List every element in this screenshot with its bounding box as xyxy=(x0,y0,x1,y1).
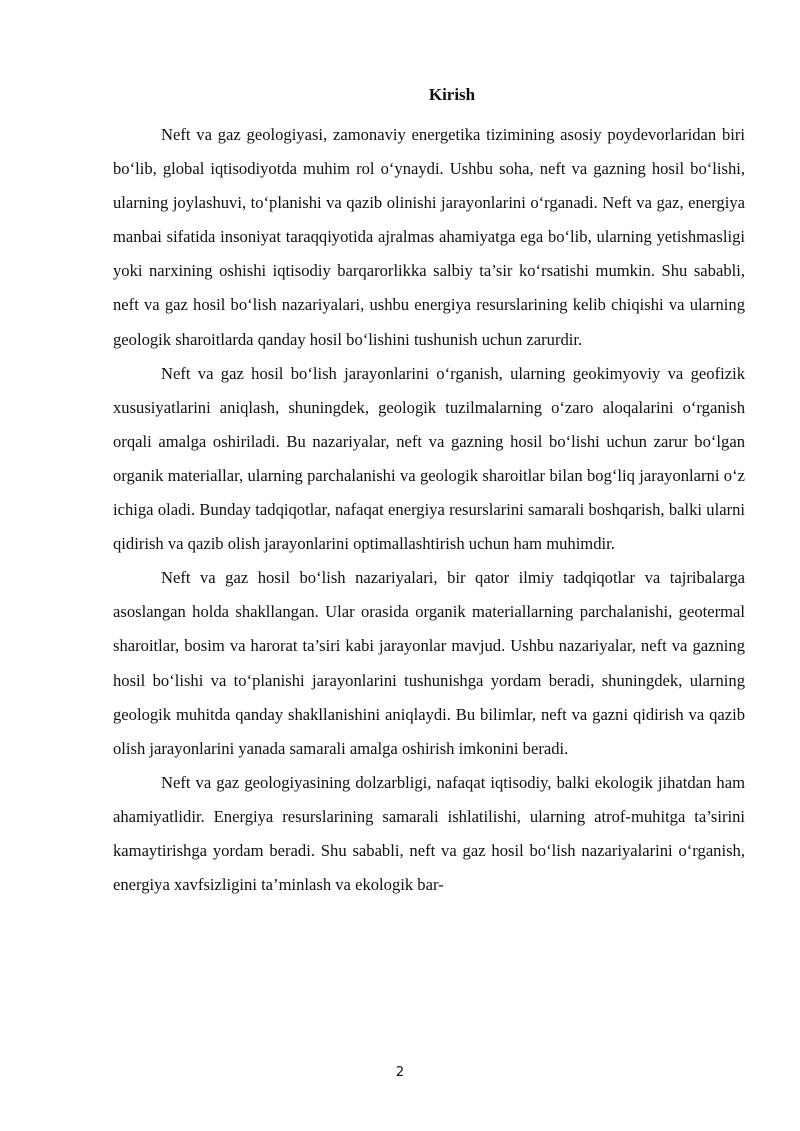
paragraph-3: Neft va gaz hosil bo‘lish nazariyalari, bir qator ilmiy tadqiqotlar va tajribalarga asoslangan holda shakllangan. Ular orasida organik materiallarning parchalanishi, geotermal sharoitlar, bosim va harorat ta’siri kabi jarayonlar mavjud. Ushbu nazariyalar, neft va gazning hosil bo‘lishi va to‘planishi jarayonlarini tushunishga yordam beradi, shuningdek, ularning geologik muhitda qanday shakllanishini aniqlaydi. Bu bilimlar, neft va gazni qidirish va qazib olish jarayonlarini yanada samarali amalga oshirish imkonini beradi. xyxy=(113,568,745,758)
paragraph-2: Neft va gaz hosil bo‘lish jarayonlarini o‘rganish, ularning geokimyoviy va geofizik xususiyatlarini aniqlash, shuningdek, geologik tuzilmalarning o‘zaro aloqalarini o‘rganish orqali amalga oshiriladi. Bu nazariyalar, neft va gazning hosil bo‘lishi uchun zarur bo‘lgan organik materiallar, ularning parchalanishi va geologik sharoitlar bilan bog‘liq jarayonlarni o‘z ichiga oladi. Bunday tadqiqotlar, nafaqat energiya resurslarini samarali boshqarish, balki ularni qidirish va qazib olish jarayonlarini optimallashtirish uchun ham muhimdir. xyxy=(113,363,745,554)
section-heading: Kirish xyxy=(428,85,476,104)
body-text xyxy=(113,118,745,902)
paragraph-1: Neft va gaz geologiyasi, zamonaviy energetika tizimining asosiy poydevorlaridan biri bo‘lib, global iqtisodiyotda muhim rol o‘ynaydi. Ushbu soha, neft va gazning hosil bo‘lishi, ularning joylashuvi, to‘planishi va qazib olinishi jarayonlarini o‘rganadi. Neft va gaz, energiya manbai sifatida insoniyat taraqqiyotida ajralmas ahamiyatga ega bo‘lib, ularning yetishmasligi yoki narxining oshishi iqtisodiy barqarorlikka salbiy ta’sir ko‘rsatishi mumkin. Shu sababli, neft va gaz hosil bo‘lish nazariyalari, ushbu energiya resurslarining kelib chiqishi va ularning geologik sharoitlarda qanday hosil bo‘lishini tushunish uchun zarurdir. xyxy=(113,125,745,349)
page-number: 2 xyxy=(395,1065,405,1080)
paragraph-4: Neft va gaz geologiyasining dolzarbligi, nafaqat iqtisodiy, balki ekologik jihatdan ham ahamiyatlidir. Energiya resurslarining samarali ishlatilishi, ularning atrof-muhitga ta’sirini kamaytirishga yordam beradi. Shu sababli, neft va gaz hosil bo‘lish nazariyalarini o‘rganish, energiya xavfsizligini ta’minlash va ekologik bar- xyxy=(113,772,745,895)
